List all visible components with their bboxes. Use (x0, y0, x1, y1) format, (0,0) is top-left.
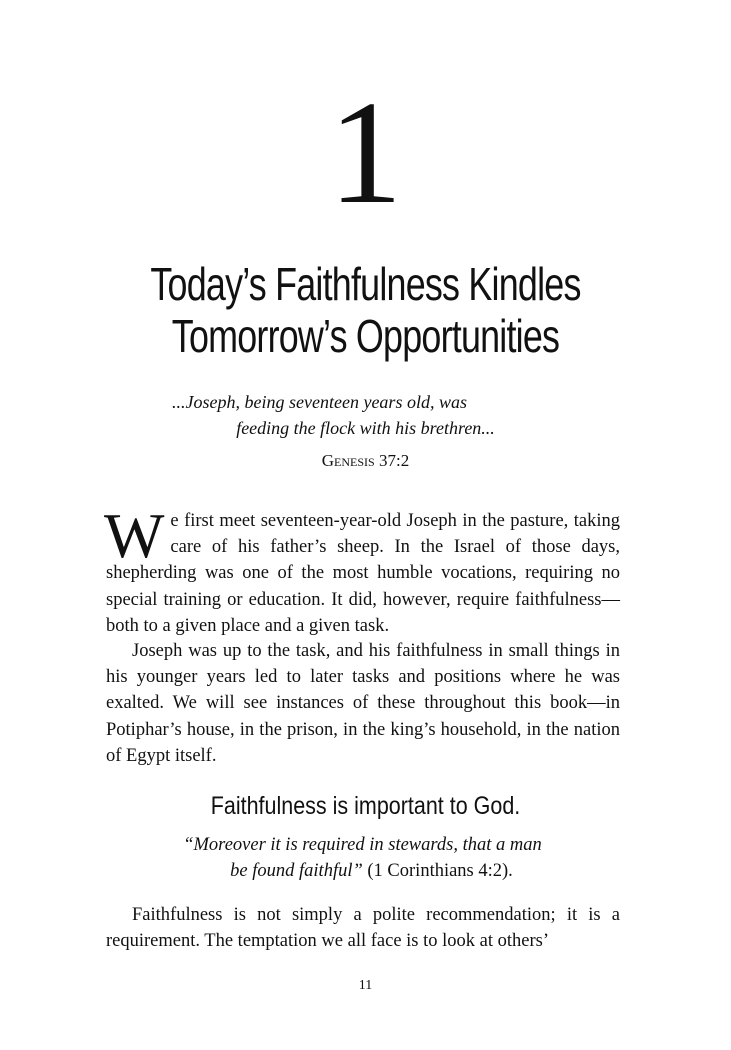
chapter-title (80, 258, 650, 362)
section-subheading: Faithfulness is important to God. (210, 792, 521, 820)
chapter-title-line-1: Today’s Faithfulness Kindles (150, 258, 581, 310)
scripture-quote (0, 832, 731, 884)
paragraph-1-text: e first meet seventeen-year-old Joseph in the pasture, taking care of his father’s sheep. In the Israel of those days, shepherding was one of the most humble vocations, requiring no special training or education. It did, however, require faithfulness—both to a given place and a given task. (106, 511, 620, 636)
page-number: 11 (358, 978, 373, 993)
paragraph-2: Joseph was up to the task, and his faithfulness in small things in his younger years led to later tasks and positions where he was exalted. We will see instances of these throughout this book—in Potiphar’s house, in the prison, in the king’s household, in the nation of Egypt itself. (106, 641, 620, 766)
scripture-line-1: “Moreover it is required in stewards, that a man (183, 835, 542, 855)
scripture-line-2 (0, 858, 731, 884)
paragraph-1 (104, 500, 620, 639)
epigraph-reference: Genesis 37:2 (321, 451, 410, 470)
chapter-title-line-2: Tomorrow’s Opportunities (171, 310, 560, 362)
epigraph-line-2: feeding the flock with his brethren... (236, 418, 495, 438)
paragraph-3: Faithfulness is not simply a polite recommendation; it is a requirement. The temptation we all face is to look at others’ (106, 905, 620, 952)
drop-cap: W (104, 500, 165, 571)
epigraph (0, 389, 731, 473)
chapter-number: 1 (328, 71, 403, 235)
scripture-line-2-quote: be found faithful” (230, 861, 363, 881)
scripture-reference: (1 Corinthians 4:2). (362, 861, 513, 881)
epigraph-line-1: ...Joseph, being seventeen years old, was (172, 392, 467, 412)
